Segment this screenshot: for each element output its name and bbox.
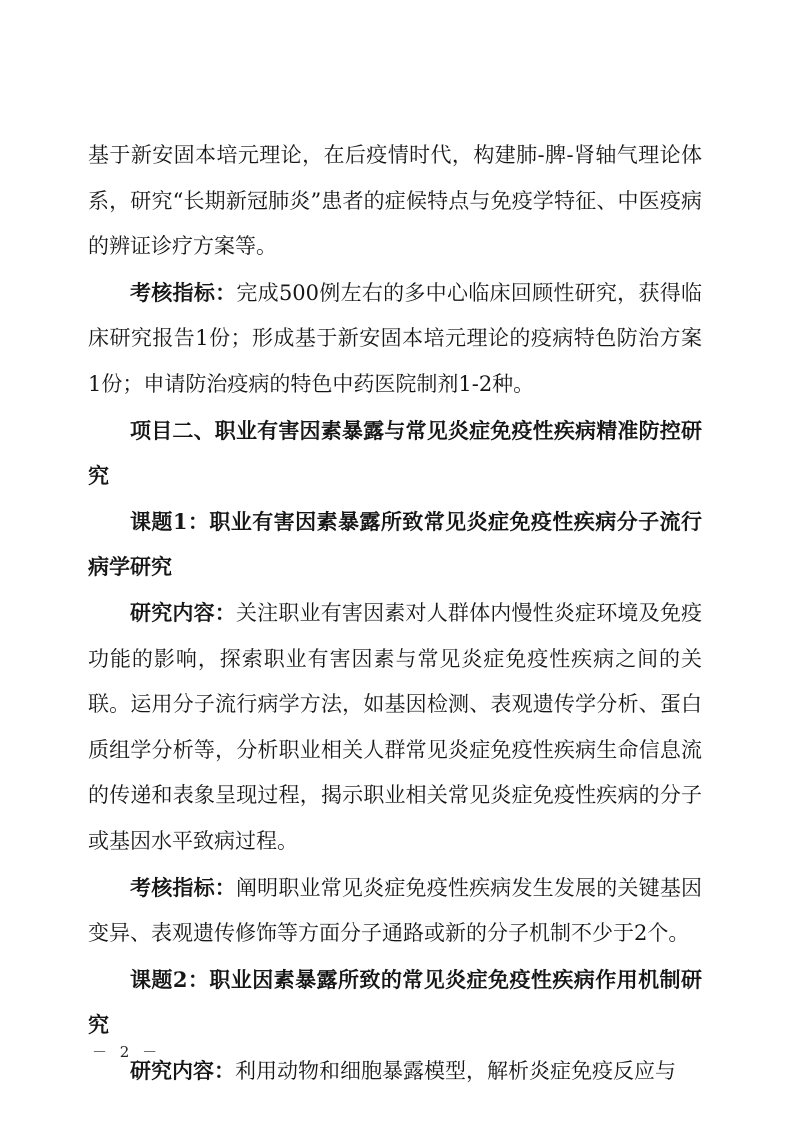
paragraph-assessment-1 [88,270,702,408]
paragraph-label: 考核指标： [130,874,236,900]
paragraph-label: 研究内容： [130,599,236,625]
paragraph-text: 基于新安固本培元理论，在后疫情时代，构建肺-脾-肾轴气理论体系，研究“长期新冠肺炎”患者的症候特点与免疫学特征、中医疫病的辨证诊疗方案等。 [88,143,702,259]
paragraph-text: 利用动物和细胞暴露模型，解析炎症免疫反应与 [235,1058,676,1083]
paragraph-text: 阐明职业常见炎症免疫性疾病发生发展的关键基因变异、表观遗传修饰等方面分子通路或新的分子机制不少于2个。 [88,875,703,946]
paragraph-research-content-1 [88,590,702,865]
topic-heading-2 [88,957,702,1048]
paragraph-label: 研究内容： [130,1057,235,1083]
heading-text: 课题1：职业有害因素暴露所致常见炎症免疫性疾病分子流行病学研究 [88,508,702,580]
topic-heading-1 [88,499,702,590]
paragraph-label: 考核指标： [130,279,237,305]
project-heading [88,408,702,499]
paragraph-background [88,133,702,270]
paragraph-text: 完成500例左右的多中心临床回顾性研究，获得临床研究报告1份；形成基于新安固本培元理论的疫病特色防治方案1份；申请防治疫病的特色中药医院制剂1-2种。 [88,280,702,396]
document-body [88,133,702,1094]
paragraph-text: 关注职业有害因素对人群体内慢性炎症环境及免疫功能的影响，探索职业有害因素与常见炎症免疫性疾病之间的关联。运用分子流行病学方法，如基因检测、表观遗传学分析、蛋白质组学分析等，分析职业相关人群常见炎症免疫性疾病生命信息流的传递和表象呈现过程，揭示职业相关常见炎症免疫性疾病的分子或基因水平致病过程。 [88,600,703,853]
page-number: － 2 － [92,1043,162,1061]
paragraph-assessment-2 [88,865,702,957]
heading-text: 项目二、职业有害因素暴露与常见炎症免疫性疾病精准防控研究 [88,417,702,489]
paragraph-research-content-2 [88,1048,702,1095]
heading-text: 课题2：职业因素暴露所致的常见炎症免疫性疾病作用机制研究 [88,966,702,1038]
